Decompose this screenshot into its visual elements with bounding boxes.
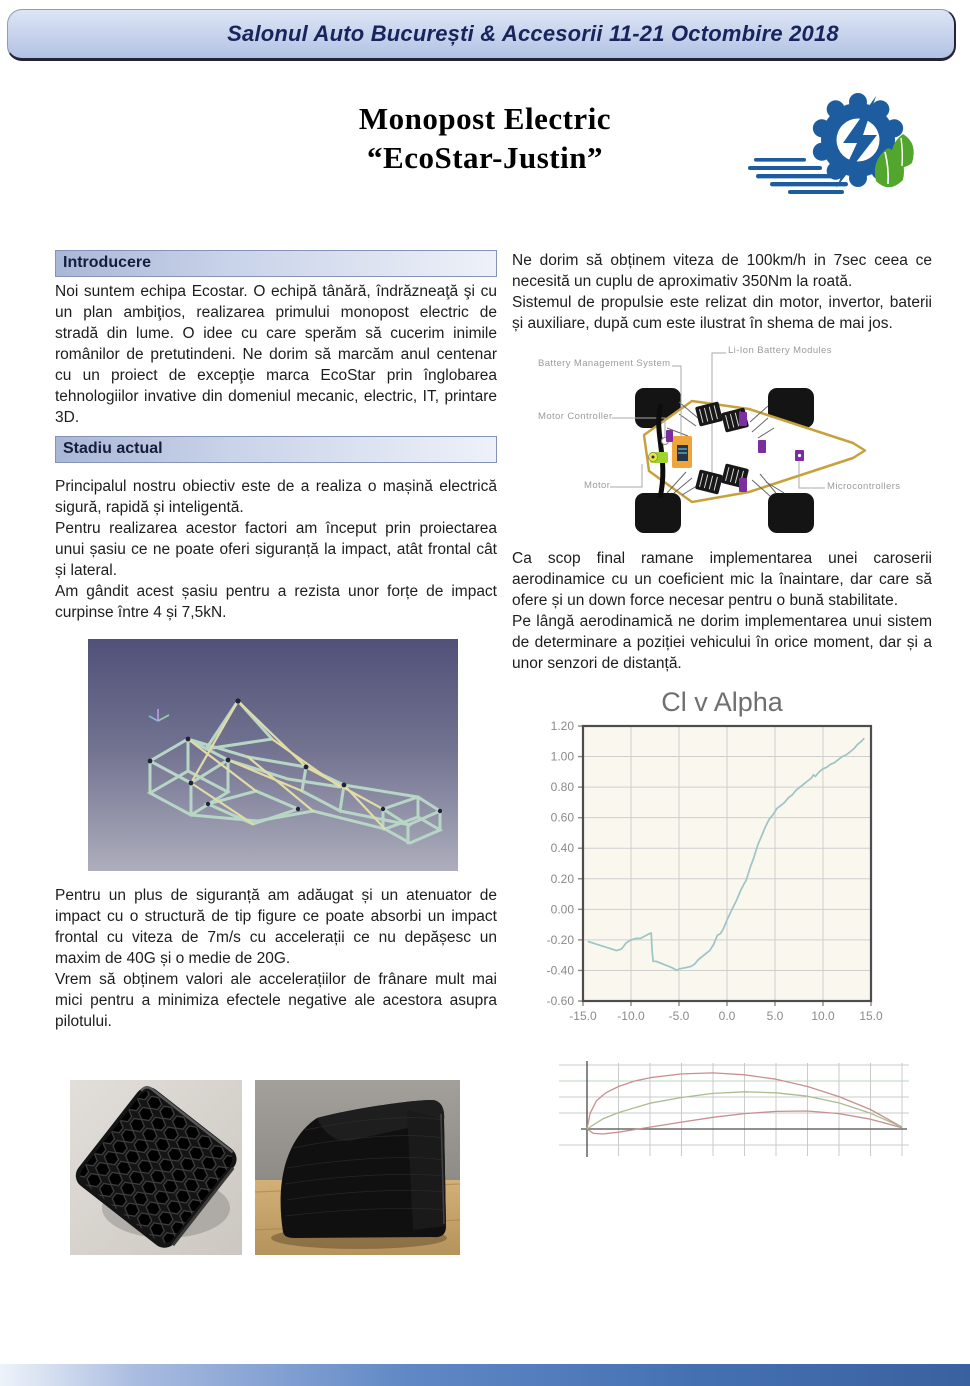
left-column (55, 250, 497, 1255)
stadiu-paragraph-3: Am gândit acest șasiu pentru a rezista unor forțe de impact curpinse între 4 și 7,5kN. (55, 583, 497, 621)
bms-label: Battery Management System (538, 358, 671, 369)
svg-text:0.80: 0.80 (550, 780, 574, 795)
battery-label: Li-Ion Battery Modules (728, 345, 832, 356)
chart-title: Cl v Alpha (661, 687, 783, 717)
motor-label: Motor (584, 480, 611, 491)
svg-text:-0.20: -0.20 (546, 932, 574, 947)
motor-unit (649, 452, 669, 463)
airfoil-plot-area (553, 1061, 913, 1161)
intro-paragraph: Noi suntem echipa Ecostar. O echipă tânără, îndrăzneaţă şi cu un plan ambiţios, realizarea primului monopost electric de stradă din lume. O idee cu care sperăm să cucerim inimile românilor de pretutindeni. Ne dorim să marcăm anul centenar cu un proiect de excepţie marca EcoStar prin înglobarea tehnologiilor invative din domeniul mecanic, electric, IT, printare 3D. (55, 283, 497, 426)
safety-paragraph-2: Vrem să obținem valori ale accelerațiilor de frânare mult mai mici pentru a minimiza efectele negative ale acestora asupra pilotului. (55, 971, 497, 1030)
aero-paragraph-2: Pe lângă aerodinamică ne dorim implementarea unui sistem de determinare a poziției vehicului în orice moment, dar și a unor senzori de distanță. (512, 613, 932, 672)
airfoil-profile-figure (553, 1061, 913, 1161)
micro-label: Microcontrollers (827, 481, 901, 492)
svg-text:0.00: 0.00 (550, 902, 574, 917)
svg-text:-15.0: -15.0 (569, 1009, 597, 1023)
propulsion-paragraphs (512, 250, 932, 334)
svg-text:-10.0: -10.0 (617, 1009, 645, 1023)
event-banner-title: Salonul Auto București & Accesorii 11-21 Octombire 2018 (227, 21, 839, 46)
svg-text:-5.0: -5.0 (668, 1009, 690, 1023)
cl-alpha-chart (512, 687, 932, 1025)
introducere-heading-label: Introducere (63, 254, 152, 271)
right-column (512, 250, 932, 1161)
title-line1: Monopost Electric (358, 101, 612, 136)
svg-text:-0.40: -0.40 (546, 963, 574, 978)
propulsion-system-diagram (512, 340, 930, 538)
section-heading-introducere (55, 250, 497, 277)
title-line2: “EcoStar-Justin” (367, 140, 603, 175)
safety-paragraph-1: Pentru un plus de siguranță am adăugat și un atenuator de impact cu o structură de tip figure ce poate absorbi un impact frontal cu viteza de 7m/s cu accelerații ce nu depășesc un maxim de 40G și o medie de 20G. (55, 887, 497, 967)
svg-text:5.0: 5.0 (766, 1009, 784, 1023)
footer-bar (0, 1364, 970, 1386)
section-heading-stadiu-actual (55, 436, 497, 463)
stadiu-paragraphs (55, 476, 497, 623)
svg-text:0.20: 0.20 (550, 871, 574, 886)
stadiu-paragraph-1: Principalul nostru obiectiv este de a realiza o mașină electrică sigură, rapidă și inteligentă. (55, 478, 497, 516)
honeycomb-structure-photo (70, 1080, 242, 1255)
svg-text:0.60: 0.60 (550, 810, 574, 825)
stadiu-heading-label: Stadiu actual (63, 440, 163, 457)
svg-text:-0.60: -0.60 (546, 994, 574, 1008)
svg-text:1.00: 1.00 (550, 749, 574, 764)
stadiu-paragraph-2: Pentru realizarea acestor factori am început prin proiectarea unui șasiu ce ne poate oferi siguranță la impact, atât frontal cât și lateral. (55, 520, 497, 579)
svg-text:0.40: 0.40 (550, 841, 574, 856)
chassis-cad-image (88, 639, 458, 871)
propulsion-paragraph-1: Ne dorim să obținem viteza de 100km/h in 7sec ceea ce necesită un cuplu de aproximativ 350Nm la roată. (512, 252, 932, 290)
svg-text:10.0: 10.0 (811, 1009, 835, 1023)
event-banner (7, 9, 956, 61)
ecostar-logo (746, 84, 930, 206)
safety-paragraphs (55, 885, 497, 1032)
photo-row (70, 1080, 497, 1255)
aero-paragraphs (512, 548, 932, 674)
propulsion-paragraph-2: Sistemul de propulsie este relizat din motor, invertor, baterii și auxiliare, după cum este ilustrat în shema de mai jos. (512, 294, 932, 332)
gear-lightning-leaf-icon (746, 84, 930, 206)
svg-text:0.0: 0.0 (718, 1009, 736, 1023)
gear-icon (811, 93, 914, 188)
aero-paragraph-1: Ca scop final ramane implementarea unei caroserii aerodinamice cu un coeficient mic la înaintare, dar care să ofere și un down force necesar pentru o bună stabilitate. (512, 550, 932, 609)
svg-text:15.0: 15.0 (859, 1009, 883, 1023)
impact-attenuator-photo (255, 1080, 460, 1255)
cl-alpha-plot-area (526, 720, 932, 1025)
controller-label: Motor Controller (538, 411, 613, 422)
svg-text:1.20: 1.20 (550, 720, 574, 733)
